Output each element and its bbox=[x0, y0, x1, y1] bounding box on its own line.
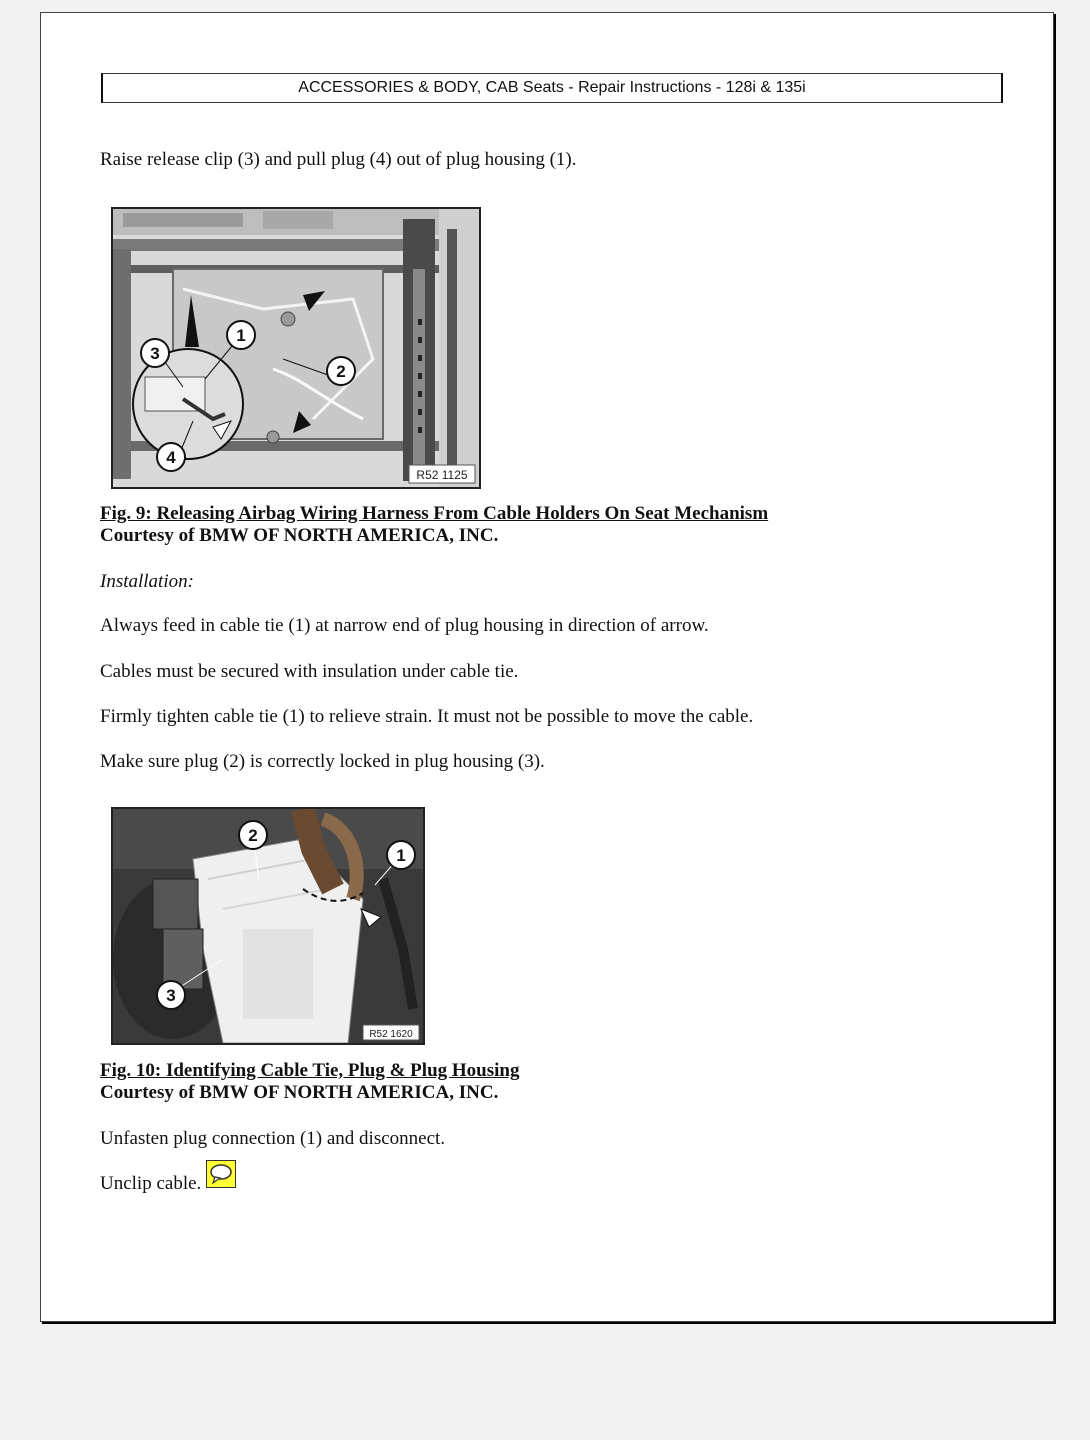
fig9-callout-1 bbox=[227, 321, 255, 349]
paragraph-secure-cables: Cables must be secured with insulation under cable tie. bbox=[100, 661, 519, 682]
svg-text:1: 1 bbox=[236, 326, 246, 345]
fig10-callout-2 bbox=[239, 821, 267, 849]
svg-text:3: 3 bbox=[150, 344, 160, 363]
fig9-callout-3 bbox=[141, 339, 169, 367]
figure-10-title: Fig. 10: Identifying Cable Tie, Plug & Plug Housing bbox=[100, 1060, 520, 1081]
figure-10-caption bbox=[100, 1060, 519, 1104]
paragraph-unclip-cable: Unclip cable. bbox=[100, 1173, 202, 1194]
fig10-callout-3 bbox=[157, 981, 185, 1009]
fig10-code: R52 1620 bbox=[369, 1029, 413, 1040]
figure-9-image bbox=[111, 207, 481, 489]
paragraph-unfasten-plug: Unfasten plug connection (1) and disconnect. bbox=[100, 1128, 446, 1149]
fig10-callout-1 bbox=[387, 841, 415, 869]
paragraph-feed-cable-tie: Always feed in cable tie (1) at narrow end of plug housing in direction of arrow. bbox=[100, 615, 709, 636]
paragraph-tighten-cable-tie: Firmly tighten cable tie (1) to relieve strain. It must not be possible to move the cable. bbox=[100, 706, 754, 727]
figure-9-title: Fig. 9: Releasing Airbag Wiring Harness From Cable Holders On Seat Mechanism bbox=[100, 503, 769, 524]
svg-text:2: 2 bbox=[336, 362, 346, 381]
document-page bbox=[40, 12, 1054, 1322]
comment-note-icon[interactable] bbox=[206, 1160, 236, 1188]
svg-text:4: 4 bbox=[166, 448, 176, 467]
svg-text:3: 3 bbox=[166, 986, 176, 1005]
figure-9-caption bbox=[100, 503, 768, 547]
figure-9-credit: Courtesy of BMW OF NORTH AMERICA, INC. bbox=[100, 525, 499, 546]
figure-10-image bbox=[111, 807, 425, 1045]
page-header: ACCESSORIES & BODY, CAB Seats - Repair Instructions - 128i & 135i bbox=[101, 73, 1003, 103]
fig9-callout-2 bbox=[327, 357, 355, 385]
svg-text:1: 1 bbox=[396, 846, 406, 865]
paragraph-plug-locked: Make sure plug (2) is correctly locked in plug housing (3). bbox=[100, 751, 545, 772]
fig9-callout-4 bbox=[157, 443, 185, 471]
installation-label: Installation: bbox=[100, 571, 194, 592]
figure-10-credit: Courtesy of BMW OF NORTH AMERICA, INC. bbox=[100, 1082, 499, 1103]
paragraph-release-clip: Raise release clip (3) and pull plug (4) out of plug housing (1). bbox=[100, 149, 577, 170]
fig9-code: R52 1125 bbox=[416, 468, 468, 482]
svg-text:2: 2 bbox=[248, 826, 258, 845]
